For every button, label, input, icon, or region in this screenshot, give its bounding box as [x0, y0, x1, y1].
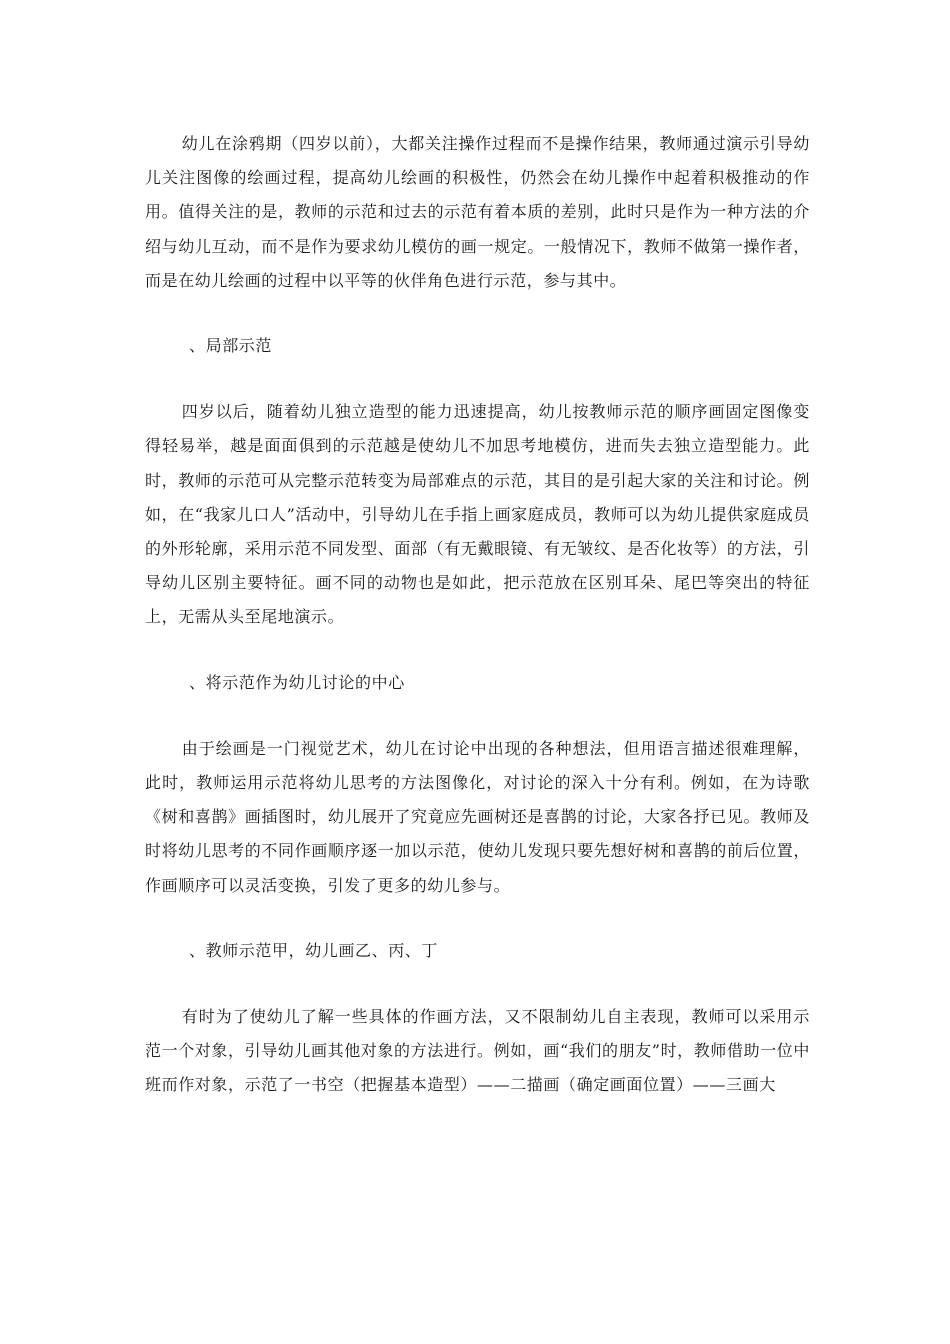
section-heading-1: 、局部示范 — [189, 336, 273, 356]
paragraph-4: 有时为了使幼儿了解一些具体的作画方法，又不限制幼儿自主表现，教师可以采用示范一个对象，引导幼儿画其他对象的方法进行。例如，画“我们的朋友”时，教师借助一位中班而作对象，示范了一书空（把握基本造型）——二描画（确定画面位置）——三画大 — [145, 1007, 810, 1095]
spacer — [145, 363, 810, 395]
spacer — [145, 903, 810, 934]
spacer — [145, 700, 810, 732]
spacer — [145, 968, 810, 1000]
paragraph-2: 四岁以后，随着幼儿独立造型的能力迅速提高，幼儿按教师示范的顺序画固定图像变得轻易举，越是面面俱到的示范越是使幼儿不加思考地模仿，进而失去独立造型能力。此时，教师的示范可从完整示范转变为局部难点的示范，其目的是引起大家的关注和讨论。例如，在“我家儿口人”活动中，引导幼儿在手指上画家庭成员，教师可以为幼儿提供家庭成员的外形轮廓，采用示范不同发型、面部（有无戴眼镜、有无皱纹、是否化妆等）的方法，引导幼儿区别主要特征。画不同的动物也是如此，把示范放在区别耳朵、尾巴等突出的特征上，无需从头至尾地演示。 — [145, 402, 810, 627]
spacer — [145, 298, 810, 329]
spacer — [145, 635, 810, 666]
paragraph-1: 幼儿在涂鸦期（四岁以前），大都关注操作过程而不是操作结果，教师通过演示引导幼儿关注图像的绘画过程，提高幼儿绘画的积极性，仍然会在幼儿操作中起着积极推动的作用。值得关注的是，教师的示范和过去的示范有着本质的差别，此时只是作为一种方法的介绍与幼儿互动，而不是作为要求幼儿模仿的画一规定。一般情况下，教师不做第一操作者，而是在幼儿绘画的过程中以平等的伙伴角色进行示范，参与其中。 — [145, 134, 810, 290]
section-heading-3: 、教师示范甲，幼儿画乙、丙、丁 — [189, 940, 439, 960]
document-body — [145, 127, 810, 1103]
paragraph-3: 由于绘画是一门视觉艺术，幼儿在讨论中出现的各种想法，但用语言描述很难理解，此时，教师运用示范将幼儿思考的方法图像化，对讨论的深入十分有利。例如，在为诗歌《树和喜鹊》画插图时，幼儿展开了究竟应先画树还是喜鹊的讨论，大家各抒已见。教师及时将幼儿思考的不同作画顺序逐一加以示范，使幼儿发现只要先想好树和喜鹊的前后位置，作画顺序可以灵活变换，引发了更多的幼儿参与。 — [145, 738, 810, 895]
section-heading-2: 、将示范作为幼儿讨论的中心 — [189, 672, 405, 692]
